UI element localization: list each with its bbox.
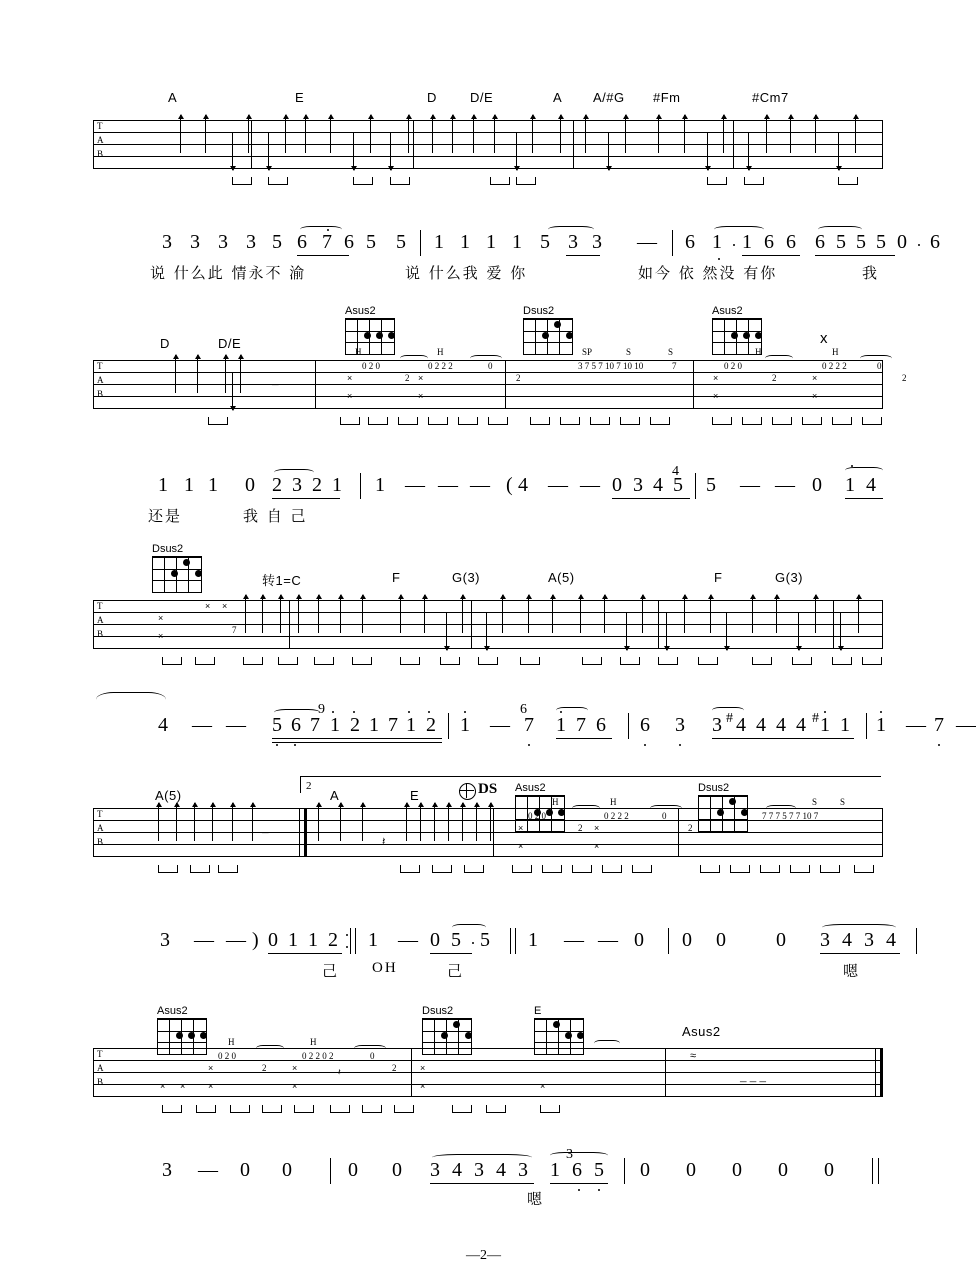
chord-label-e-s4: E bbox=[410, 788, 420, 803]
score-page: A E D D/E A A/#G #Fm #Cm7 T A B 3 3 3 3 5 6 7 6 5 5 1 1 1 1 5 3 3 — 6 1 1 6 6 6 5 5 5 0 6 说 什么此 情永不 渝 说 什么我 爱 你 如今 依 然没 有你 我 D D/E Asus2 Dsus2 Asus2 x T A B – H H 0 2 0 2 0 2 2 2 0 2 × × × × SP S S 3 7 5 7 10 7 10 10 7 H H 0 2 0 2 0 2 2 2 0 2 × × × × 1 1 1 0 2 3 2 1 1 — — — ( 4 — — 0 3 4 5 4 5 — — 0 1 4 还是 我 自 己 Dsus2 转1=C F G(3) A(5) F G(3) T A B × × × × 7 4 — — 5 6 7 1 2 1 7 1 2 9 1 — 7 6 1 7 6 6 3 3 # 4 4 4 4 # 1 1 1 — 7 — A(5) A E 2 DS Asus2 Dsus2 T A B – 𝄽 H H 0 2 0 2 0 2 2 2 0 2 × × × × S S 7 7 7 5 7 7 10 7 3 — — ) 0 1 1 2 1 — 0 5 5 1 — — 0 0 0 0 3 4 3 4 己 OH 己 嗯 Asus2 Dsus2 E Asus2 T A B H H 0 2 0 2 0 2 2 0 2 0 2 × × × × × × × × × 𝄽 ≈ – – – 3 — 0 0 0 0 3 4 3 4 3 1 6 5 3 0 0 0 0 0 嗯 —2— bbox=[0, 0, 976, 1283]
tab-clef-label-5b: A bbox=[97, 1063, 104, 1073]
lyrics-line-1d: 我 bbox=[862, 264, 880, 282]
chord-diagram-name: Asus2 bbox=[345, 305, 376, 317]
tab-clef-label-2c: B bbox=[97, 389, 104, 399]
lyrics-line-4d: 嗯 bbox=[843, 962, 861, 980]
tab-clef-label-4c: B bbox=[97, 837, 104, 847]
chord-diagram-name: Dsus2 bbox=[152, 543, 184, 555]
chord-label-e: E bbox=[295, 90, 305, 105]
tab-clef-label-5: T bbox=[97, 1049, 103, 1059]
chord-label-d-e-s2: D/E bbox=[218, 336, 242, 351]
tab-staff-3 bbox=[93, 600, 883, 648]
chord-label-d-e: D/E bbox=[470, 90, 494, 105]
ds-label: DS bbox=[478, 781, 498, 797]
tab-clef-label-5c: B bbox=[97, 1077, 104, 1087]
coda-icon bbox=[459, 783, 476, 800]
page-number: —2— bbox=[466, 1248, 501, 1263]
lyrics-line-5: 嗯 bbox=[527, 1190, 545, 1208]
lyrics-line-4c: 己 bbox=[447, 962, 465, 980]
chord-diagram-name: E bbox=[534, 1005, 542, 1017]
chord-label-asus2-s5: Asus2 bbox=[682, 1024, 721, 1039]
chord-label-fsm: #Fm bbox=[653, 90, 681, 105]
chord-diagram-dsus2-2 bbox=[152, 543, 202, 592]
coda-cross-h bbox=[459, 790, 474, 791]
chord-diagram-name: Asus2 bbox=[712, 305, 743, 317]
chord-label-a-s4: A bbox=[330, 788, 340, 803]
repeat-bracket-number: 2 bbox=[306, 780, 312, 792]
repeat-bracket-2 bbox=[300, 776, 881, 793]
tab-clef-label-4b: A bbox=[97, 823, 104, 833]
chord-label-f2: F bbox=[714, 570, 723, 585]
lyrics-line-2: 还是 bbox=[148, 507, 183, 525]
tab-staff-1 bbox=[93, 120, 883, 168]
tab-clef-label-1b: A bbox=[97, 135, 104, 145]
chord-label-g3b: G(3) bbox=[775, 570, 803, 585]
chord-label-a-gs: A/#G bbox=[593, 90, 625, 105]
chord-diagram-dsus2-1 bbox=[523, 305, 573, 354]
chord-label-a5-s4: A(5) bbox=[155, 788, 182, 803]
chord-diagram-name: Dsus2 bbox=[523, 305, 555, 317]
tab-clef-label-3: T bbox=[97, 601, 103, 611]
chord-label-a5: A(5) bbox=[548, 570, 575, 585]
tab-clef-label-3c: B bbox=[97, 629, 104, 639]
tab-rest-dash-2: – bbox=[272, 376, 279, 391]
tab-clef-label-4: T bbox=[97, 809, 103, 819]
chord-label-csm7: #Cm7 bbox=[752, 90, 789, 105]
lyrics-line-1c: 如今 依 然没 有你 bbox=[638, 264, 778, 282]
tab-clef-label-1c: B bbox=[97, 149, 104, 159]
chord-diagram-asus2-1 bbox=[345, 305, 395, 354]
tab-clef-label-1: T bbox=[97, 121, 103, 131]
chord-label-d-s2: D bbox=[160, 336, 170, 351]
lyrics-line-1: 说 什么此 情永不 渝 bbox=[150, 264, 307, 282]
tab-clef-label-2: T bbox=[97, 361, 103, 371]
chord-diagram-name: Asus2 bbox=[157, 1005, 188, 1017]
chord-label-a: A bbox=[168, 90, 178, 105]
chord-label-modulation: 转1=C bbox=[262, 573, 302, 588]
lyrics-line-1b: 说 什么我 爱 你 bbox=[405, 264, 528, 282]
chord-diagram-name: Dsus2 bbox=[698, 782, 730, 794]
chord-diagram-name: Asus2 bbox=[515, 782, 546, 794]
chord-label-g3: G(3) bbox=[452, 570, 480, 585]
chord-diagram-name: Dsus2 bbox=[422, 1005, 454, 1017]
lyric-dot-1 bbox=[718, 258, 720, 260]
tab-clef-label-2b: A bbox=[97, 375, 104, 385]
tab-clef-label-3b: A bbox=[97, 615, 104, 625]
segno-icon: x bbox=[820, 330, 828, 347]
tie-arc-3 bbox=[96, 692, 166, 707]
chord-label-f: F bbox=[392, 570, 401, 585]
lyrics-line-4b: OH bbox=[372, 960, 398, 976]
lyrics-line-2b: 我 自 己 bbox=[243, 507, 308, 525]
tab-mute-4: 𝄽 bbox=[382, 836, 386, 848]
lyrics-line-4: 己 bbox=[322, 962, 340, 980]
chord-label-a2: A bbox=[553, 90, 563, 105]
chord-label-d: D bbox=[427, 90, 437, 105]
tab-rest-dash-4: – bbox=[262, 824, 269, 839]
